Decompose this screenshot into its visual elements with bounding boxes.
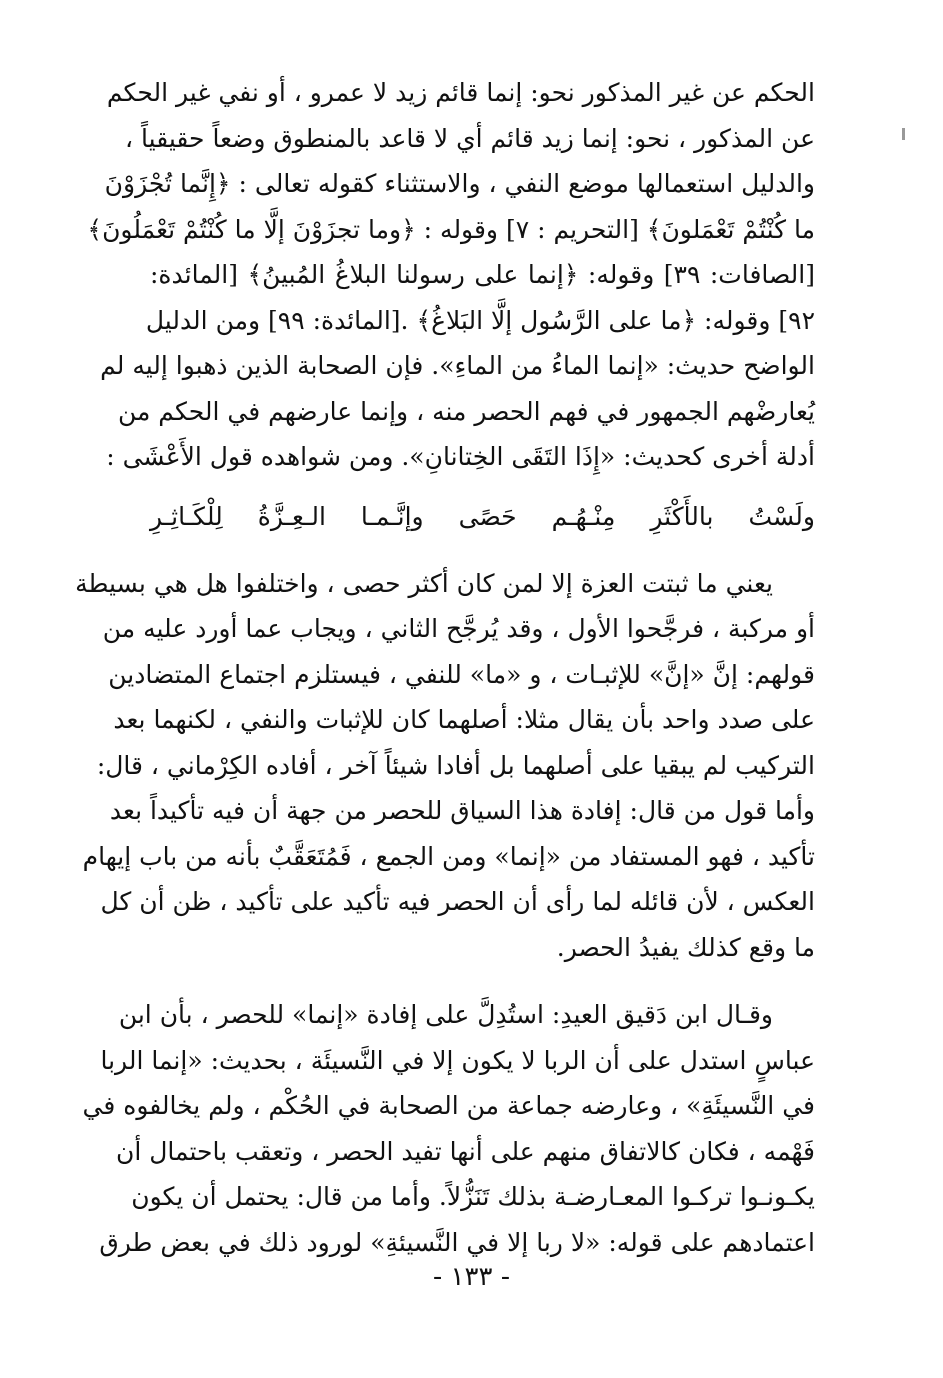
text-line: الحكم عن غير المذكور نحو: إنما قائم زيد لا عمرو ، أو نفي غير الحكم (106, 78, 815, 107)
text-line: قولهم: إنَّ «إنَّ» للإثبـات ، و «ما» للنفي ، فيستلزم اجتماع المتضادين (108, 659, 815, 689)
text-line: ٩٢] وقوله: ﴿ما على الرَّسُول إلَّا البَلاغُ﴾ .[المائدة: ٩٩] ومن الدليل (145, 305, 815, 335)
text-line: اعتمادهم على قوله: «لا ربا إلا في النَّسيئةِ» لورود ذلك في بعض طرق (99, 1227, 815, 1257)
text-line: العكس ، لأن قائله لما رأى أن الحصر فيه تأكيد على تأكيد ، ظن أن كل (100, 887, 815, 916)
text-line: يكـونـوا تركـوا المعـارضـة بذلك تَنَزُّلاً. وأما من قال: يحتمل أن يكون (131, 1182, 815, 1211)
text-line: [الصافات: ٣٩] وقوله: ﴿إنما على رسولنا البلاغُ المُبينُ﴾ [المائدة: (150, 260, 816, 289)
text-line: عن المذكور ، نحو: إنما زيد قائم أي لا قاعد بالمنطوق وضعاً حقيقياً ، (125, 123, 815, 153)
text-line: أدلة أخرى كحديث: «إِذَا التَقَى الخِتانانِ». ومن شواهده قول الأَعْشَى : (106, 442, 815, 471)
text-line: ما كُنْتُمْ تَعْمَلونَ﴾ [التحريم : ٧] وقوله : ﴿وما تجزَوْنَ إلَّا ما كُنْتُمْ تَعْمَلُونَ﴾ (87, 214, 815, 244)
text-line: فَهْمه ، فكان كالاتفاق منهم على أنها تفيد الحصر ، وتعقب باحتمال أن (116, 1136, 815, 1166)
text-line: وقـال ابن دَقيق العيدِ: استُدِلَّ على إفادة «إنما» للحصر ، بأن ابن (118, 1000, 773, 1029)
paragraph-1 (87, 70, 816, 480)
page-number: - ١٣٣ - (432, 1262, 511, 1292)
text-line: يُعارضْهم الجمهور في فهم الحصر منه ، وإنما عارضهم في الحكم من (117, 396, 815, 426)
poetry-verse: ولَسْتُ بالأَكْثَرِ مِنْـهُـم حَصًى وإنَّـمـا الـعِـزَّةُ لِلْكَـاثِـرِ (150, 501, 815, 531)
text-line: التركيب لم يبقيا على أصلهما بل أفادا شيئاً آخر ، أفاده الكِرْماني ، قال: (96, 750, 815, 780)
paragraph-gap (150, 970, 815, 992)
margin-mark (902, 128, 905, 140)
text-line: والدليل استعمالها موضع النفي ، والاستثناء كقوله تعالى : ﴿إِنَّما تُجْزَوْنَ (104, 169, 815, 198)
text-line: ما وقع كذلك يفيدُ الحصر. (556, 932, 815, 962)
text-line: تأكيد ، فهو المستفاد من «إنما» ومن الجمع ، فَمُتَعَقَّبٌ بأنه من باب إيهام (82, 841, 815, 871)
text-line: أو مركبة ، فرجَّحوا الأول ، وقد يُرجَّح الثاني ، ويجاب عما أورد عليه من (102, 614, 815, 643)
page-body (75, 70, 816, 1265)
text-line: على صدد واحد بأن يقال مثلا: أصلهما كان للإثبات والنفي ، لكنهما بعد (113, 705, 815, 734)
paragraph-3 (82, 992, 815, 1265)
text-line: يعني ما ثبتت العزة إلا لمن كان أكثر حصى ، واختلفوا هل هي بسيطة (75, 568, 773, 598)
text-line: الواضح حديث: «إنما الماءُ من الماءِ». فإن الصحابة الذين ذهبوا إليه لم (100, 351, 815, 380)
text-line: عباسٍ استدل على أن الربا لا يكون إلا في النَّسيئَة ، بحديث: «إنما الربا (100, 1045, 815, 1075)
text-line: وأما قول من قال: إفادة هذا السياق للحصر من جهة أن فيه تأكيداً بعد (109, 796, 815, 825)
text-line: في النَّسيئَةِ» ، وعارضه جماعة من الصحابة في الحُكْم ، ولم يخالفوه في (82, 1091, 815, 1120)
paragraph-2 (75, 561, 815, 971)
